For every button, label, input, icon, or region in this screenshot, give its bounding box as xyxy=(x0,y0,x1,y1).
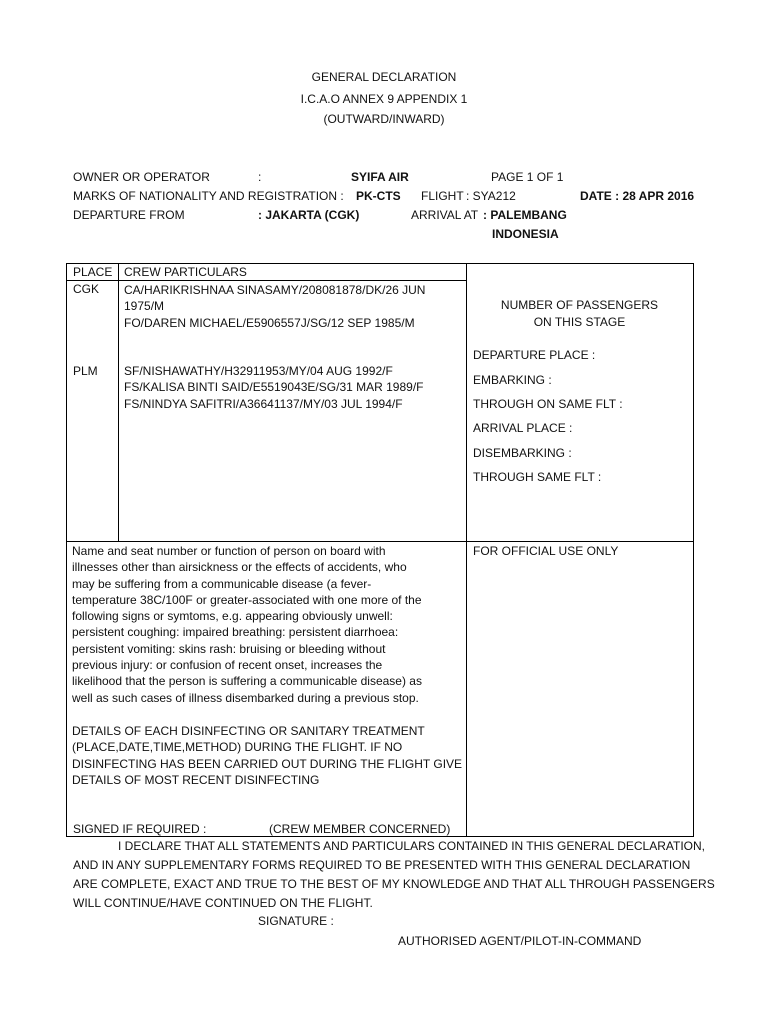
table-left-border xyxy=(66,263,67,837)
crew-line: FS/KALISA BINTI SAID/E5519043E/SG/31 MAR 1989/F xyxy=(124,380,424,395)
flight-label: FLIGHT xyxy=(421,189,464,203)
flight-date: DATE : 28 APR 2016 xyxy=(580,189,695,203)
owner-colon: : xyxy=(258,170,262,184)
table-right-border xyxy=(693,263,694,837)
table-place-divider xyxy=(118,263,119,542)
table-middle-border xyxy=(66,541,694,542)
document-subtitle: I.C.A.O ANNEX 9 APPENDIX 1 xyxy=(300,92,468,106)
authority-label: AUTHORISED AGENT/PILOT-IN-COMMAND xyxy=(398,934,642,948)
pax-arrival-place: ARRIVAL PLACE : xyxy=(473,421,573,435)
signed-if-required-label: SIGNED IF REQUIRED : xyxy=(73,822,207,836)
table-header-divider xyxy=(66,280,466,281)
declaration-line: WILL CONTINUE/HAVE CONTINUED ON THE FLIGHT. xyxy=(73,896,373,910)
signature-label: SIGNATURE : xyxy=(258,914,334,928)
place-departure: CGK xyxy=(73,282,100,296)
owner-value: SYIFA AIR xyxy=(351,170,409,184)
departure-label: DEPARTURE FROM xyxy=(73,208,185,222)
declaration-line: ARE COMPLETE, EXACT AND TRUE TO THE BEST OF MY KNOWLEDGE AND THAT ALL THROUGH PASSENGERS xyxy=(73,877,715,891)
table-bottom-border xyxy=(66,836,694,837)
pax-through-same-flt: THROUGH SAME FLT : xyxy=(473,470,602,484)
pax-departure-place: DEPARTURE PLACE : xyxy=(473,348,596,362)
crew-list-departure xyxy=(124,282,425,331)
health-line: may be suffering from a communicable disease (a fever- xyxy=(72,576,372,591)
disinfect-line: DETAILS OF MOST RECENT DISINFECTING xyxy=(72,772,320,787)
marks-value: PK-CTS xyxy=(356,189,401,203)
owner-label: OWNER OR OPERATOR xyxy=(73,170,210,184)
crew-line: CA/HARIKRISHNAA SINASAMY/208081878/DK/26 JUN xyxy=(124,283,426,297)
page-number: PAGE 1 OF 1 xyxy=(491,170,564,184)
crew-list-arrival xyxy=(124,363,423,412)
place-arrival: PLM xyxy=(73,364,98,378)
health-declaration-text xyxy=(72,543,422,706)
table-top-border xyxy=(66,263,694,264)
crew-member-concerned-label: (CREW MEMBER CONCERNED) xyxy=(269,822,451,836)
passengers-subtitle: ON THIS STAGE xyxy=(533,315,626,329)
pax-through-on-same-flt: THROUGH ON SAME FLT : xyxy=(473,397,623,411)
crew-line: FS/NINDYA SAFITRI/A36641137/MY/03 JUL 1994/F xyxy=(124,396,403,411)
document-direction: (OUTWARD/INWARD) xyxy=(323,112,445,126)
declaration-line: AND IN ANY SUPPLEMENTARY FORMS REQUIRED TO BE PRESENTED WITH THIS GENERAL DECLARATION xyxy=(73,858,691,872)
health-line: following signs or symtoms, e.g. appearing obviously unwell: xyxy=(72,609,393,624)
arrival-value: : PALEMBANG xyxy=(483,208,567,222)
pax-embarking: EMBARKING : xyxy=(473,373,552,387)
health-line: illnesses other than airsickness or the effects of accidents, who xyxy=(72,560,407,575)
crew-line: FO/DAREN MICHAEL/E5906557J/SG/12 SEP 1985/M xyxy=(124,315,415,330)
departure-value: : JAKARTA (CGK) xyxy=(258,208,360,222)
table-center-divider xyxy=(466,263,467,837)
document-title: GENERAL DECLARATION xyxy=(311,70,457,84)
declaration-line: I DECLARE THAT ALL STATEMENTS AND PARTICULARS CONTAINED IN THIS GENERAL DECLARATION, xyxy=(118,839,706,853)
crew-line: SF/NISHAWATHY/H32911953/MY/04 AUG 1992/F xyxy=(124,364,393,378)
arrival-country: INDONESIA xyxy=(492,227,559,241)
flight-value: : SYA212 xyxy=(466,189,516,203)
crew-line: 1975/M xyxy=(124,299,165,314)
disinfect-line: DISINFECTING HAS BEEN CARRIED OUT DURING THE FLIGHT GIVE xyxy=(72,756,463,771)
pax-disembarking: DISEMBARKING : xyxy=(473,446,572,460)
health-line: Name and seat number or function of person on board with xyxy=(72,544,386,558)
disinfect-line: DETAILS OF EACH DISINFECTING OR SANITARY TREATMENT xyxy=(72,724,425,738)
disinfecting-text xyxy=(72,723,462,788)
place-column-header: PLACE xyxy=(73,265,113,279)
health-line: persistent vomiting: skins rash: bruising or bleeding without xyxy=(72,641,386,656)
health-line: temperature 38C/100F or greater-associated with one more of the xyxy=(72,592,422,607)
crew-column-header: CREW PARTICULARS xyxy=(124,265,247,279)
health-line: persistent coughing: impaired breathing: persistent diarrhoea: xyxy=(72,625,399,640)
health-line: well as such cases of illness disembarked during a previous stop. xyxy=(72,690,419,705)
official-use-label: FOR OFFICIAL USE ONLY xyxy=(473,544,619,558)
marks-label: MARKS OF NATIONALITY AND REGISTRATION : xyxy=(73,189,344,203)
health-line: previous injury: or confusion of recent onset, increases the xyxy=(72,658,383,673)
passengers-title: NUMBER OF PASSENGERS xyxy=(500,298,659,312)
health-line: likelihood that the person is suffering a communicable disease) as xyxy=(72,674,422,689)
disinfect-line: (PLACE,DATE,TIME,METHOD) DURING THE FLIGHT. IF NO xyxy=(72,740,403,755)
arrival-label: ARRIVAL AT xyxy=(411,208,479,222)
